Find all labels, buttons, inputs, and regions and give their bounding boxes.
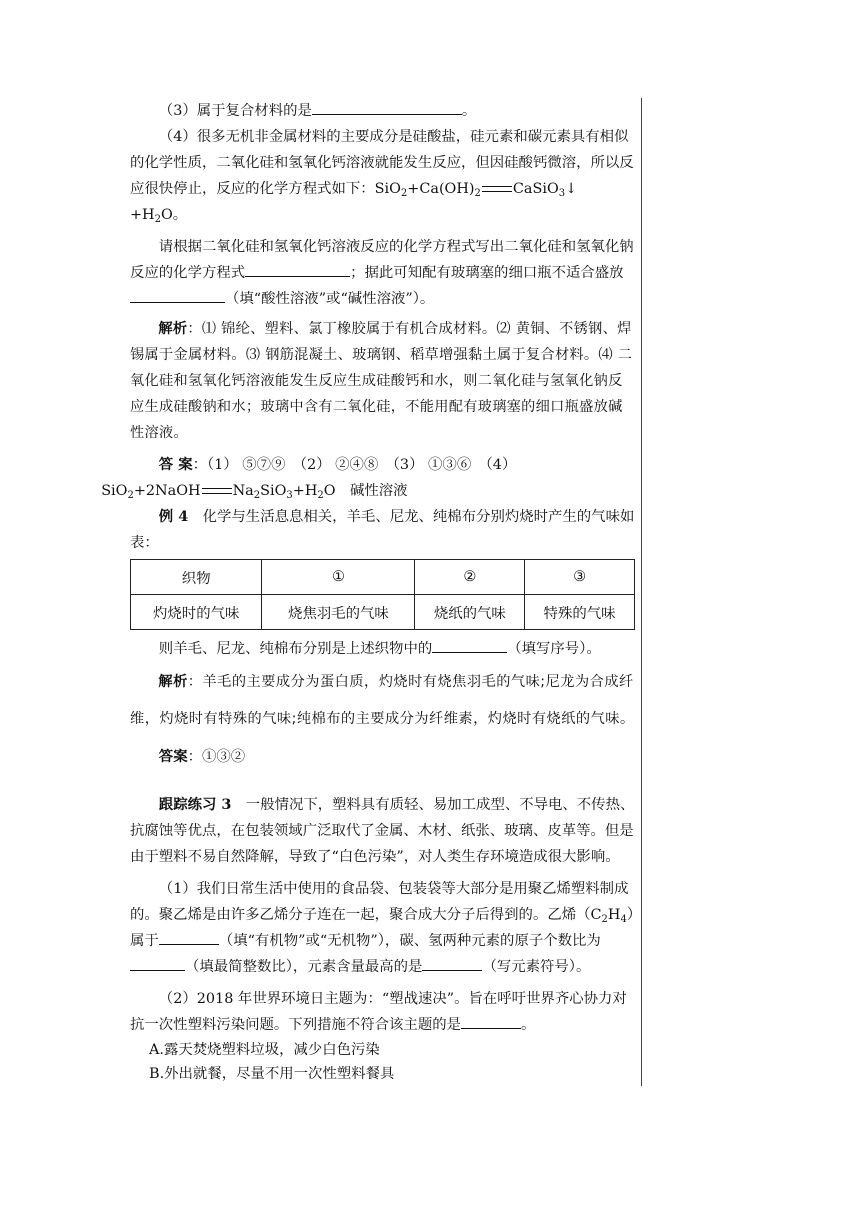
analysis-1: 解析：⑴ 锦纶、塑料、氯丁橡胶属于有机合成材料。⑵ 黄铜、不锈钢、焊锡属于金属材料。⑶ 钢筋混凝土、玻璃钢、稻草增强黏土属于复合材料。⑷ 二氧化硅和氢氧化钙溶液能发生反应生成硅酸钙和水，则二氧化硅与氢氧化钠反应生成硅酸钠和水；玻璃中含有二氧化硅，不能用配有玻璃塞的细口瓶盛放碱性溶液。	[130, 321, 633, 441]
answer-1: 答 案：（1） ⑤⑦⑨ （2） ②④⑧ （3） ①③⑥ （4） SiO$_2$+2NaOH $Na_2SiO_3+H_2O$ 碱性溶液	[101, 456, 517, 501]
table-row	[131, 595, 635, 630]
question-4: （4）很多无机非金属材料的主要成分是硅酸盐，硅元素和碳元素具有相似的化学性质，二氧化硅和氢氧化钙溶液就能发生反应，但因硅酸钙微溶，所以反应很快停止，反应的化学方程式如下：$SiO_2+Ca(OH)_2$ CaSiO$_3$↓ $+H_2O$。	[130, 129, 634, 225]
answer-blank	[130, 955, 185, 971]
equals-sign	[202, 488, 232, 494]
table-cell: 烧焦羽毛的气味	[262, 595, 415, 630]
answer-blank	[159, 929, 219, 945]
table-header-row	[131, 560, 635, 595]
table-cell: 烧纸的气味	[415, 595, 525, 630]
practice-3-part-2: （2）2018 年世界环境日主题为：“塑战速决”。旨在呼吁世界齐心协力对抗一次性塑料污染问题。下列措施不符合该主题的是 。	[130, 991, 627, 1033]
answer-blank	[130, 287, 225, 303]
analysis-2: 解析：羊毛的主要成分为蛋白质，灼烧时有烧焦羽毛的气味;尼龙为合成纤维，灼烧时有特殊的气味;纯棉布的主要成分为纤维素，灼烧时有烧纸的气味。	[130, 674, 635, 727]
question-4b: 请根据二氧化硅和氢氧化钙溶液反应的化学方程式写出二氧化硅和氢氧化钠反应的化学方程式 ；据此可知配有玻璃塞的细口瓶不适合盛放（填“酸性溶液”或“碱性溶液”）。	[130, 239, 634, 307]
table-cell: 灼烧时的气味	[131, 595, 262, 630]
answer-blank	[245, 261, 350, 277]
example-4-question: 则羊毛、尼龙、纯棉布分别是上述织物中的 （填写序号）。	[130, 634, 635, 664]
answer-blank	[422, 955, 482, 971]
equals-sign	[482, 186, 512, 192]
choice-a: A.露天焚烧塑料垃圾，减少白色污染	[149, 1042, 380, 1058]
table-cell: ②	[415, 560, 525, 595]
table-cell: 特殊的气味	[525, 595, 635, 630]
answer-blank	[432, 637, 507, 653]
answer-blank	[312, 99, 462, 115]
document-page	[101, 98, 635, 1086]
answer-2: 答案：①③②	[158, 748, 246, 765]
choice-b: B.外出就餐，尽量不用一次性塑料餐具	[149, 1066, 395, 1082]
answer-blank	[461, 1013, 521, 1029]
margin-rule	[641, 98, 642, 1086]
question-3: （3）属于复合材料的是 。	[130, 98, 635, 124]
table-cell: ③	[525, 560, 635, 595]
practice-3-part-1: （1）我们日常生活中使用的食品袋、包装袋等大部分是用聚乙烯塑料制成的。聚乙烯是由许多乙烯分子连在一起，聚合成大分子后得到的。乙烯$(C_2H_4)$属于 （填“有机物”或“无机物”），碳、氢两种元素的原子个数比为（填最简整数比），元素含量最高的是 （写元素符号）。	[130, 881, 635, 975]
example-4: 例 4 化学与生活息息相关，羊毛、尼龙、纯棉布分别灼烧时产生的气味如表：	[130, 508, 635, 551]
table-cell: 织物	[131, 560, 262, 595]
odor-table	[130, 559, 635, 630]
practice-3: 跟踪练习 3 一般情况下，塑料具有质轻、易加工成型、不导电、不传热、抗腐蚀等优点，在包装领域广泛取代了金属、木材、纸张、玻璃、皮革等。但是由于塑料不易自然降解，导致了“白色污染”，对人类生存环境造成很大影响。	[130, 796, 635, 865]
table-cell: ①	[262, 560, 415, 595]
